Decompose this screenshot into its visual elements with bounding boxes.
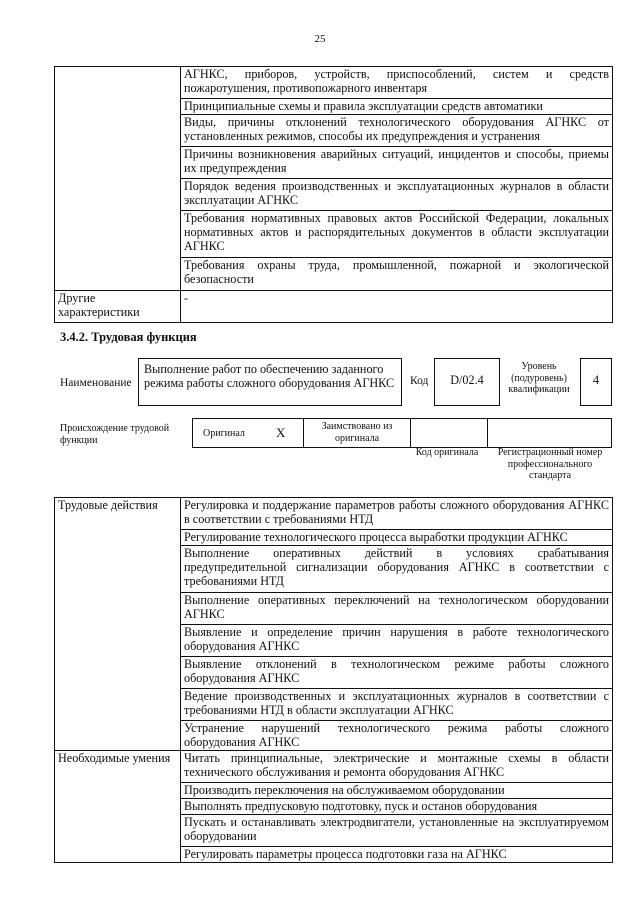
knowledge-item: Требования охраны труда, промышленной, пожарной и экологической безопасности (181, 258, 613, 291)
table-row (55, 291, 613, 323)
original-code-box (410, 418, 488, 448)
table-row (55, 67, 613, 99)
labor-action: Ведение производственных и эксплуатационных журналов в соответствии с требованиями НТД в области эксплуатации АГНКС (181, 689, 613, 721)
page-number: 25 (314, 33, 326, 45)
labor-action: Регулирование технологического процесса выработки продукции АГНКС (181, 530, 613, 546)
level-label: Уровень (подуровень) квалификации (508, 361, 570, 395)
required-skill: Читать принципиальные, электрические и монтажные схемы в области технического обслуживания и ремонта оборудования АГНКС (181, 751, 613, 783)
required-skill: Производить переключения на обслуживаемом оборудовании (181, 783, 613, 799)
labor-action: Выполнение оперативных действий в условиях срабатывания предупредительной сигнализации оборудования АГНКС в соответствии с требованиями НТД (181, 546, 613, 593)
registration-number-box (487, 418, 612, 448)
labor-action: Выявление отклонений в технологическом режиме работы сложного оборудования АГНКС (181, 657, 613, 689)
required-skill: Пускать и останавливать электродвигатели, установленные на эксплуатируемом оборудовании (181, 815, 613, 847)
required-skills-label: Необходимые умения (55, 751, 181, 863)
knowledge-item: АГНКС, приборов, устройств, приспособлений, систем и средств пожаротушения, противопожарного инвентаря (181, 67, 613, 99)
knowledge-item: Виды, причины отклонений технологического оборудования АГНКС от установленных режимов, способы их предупреждения и устранения (181, 115, 613, 147)
level-value: 4 (592, 373, 600, 387)
row-label-cell (55, 67, 181, 291)
origin-label: Происхождение трудовой функции (60, 423, 170, 446)
registration-number-caption: Регистрационный номер профессионального стандарта (497, 447, 603, 481)
labor-action: Устранение нарушений технологического режима работы сложного оборудования АГНКС (181, 721, 613, 751)
other-characteristics-label: Другие характеристики (55, 291, 181, 323)
function-name: Выполнение работ по обеспечению заданного режима работы сложного оборудования АГНКС (144, 362, 395, 391)
level-box (580, 358, 612, 406)
function-code: D/02.4 (450, 373, 484, 387)
original-code-caption: Код оригинала (415, 447, 479, 458)
labor-action: Регулировка и поддержание параметров работы сложного оборудования АГНКС в соответствии с требованиями НТД (181, 498, 613, 530)
knowledge-item: Причины возникновения аварийных ситуаций, инцидентов и способы, приемы их предупреждения (181, 147, 613, 179)
code-box (434, 358, 500, 406)
table-row (55, 751, 613, 783)
labor-action: Выполнение оперативных переключений на технологическом оборудовании АГНКС (181, 593, 613, 625)
code-label: Код (410, 375, 429, 387)
table-row (55, 498, 613, 530)
required-skill: Регулировать параметры процесса подготовки газа на АГНКС (181, 847, 613, 863)
original-mark: X (276, 425, 286, 440)
knowledge-item: Требования нормативных правовых актов Российской Федерации, локальных нормативных актов и распорядительных документов в области эксплуатации АГНКС (181, 211, 613, 258)
labor-actions-label: Трудовые действия (55, 498, 181, 751)
borrowed-box (303, 418, 411, 448)
section-title: 3.4.2. Трудовая функция (60, 330, 197, 344)
labor-function-table (54, 497, 613, 863)
original-label: Оригинал (203, 428, 245, 439)
knowledge-table (54, 66, 613, 323)
labor-action: Выявление и определение причин нарушения в работе технологического оборудования АГНКС (181, 625, 613, 657)
other-characteristics-value: - (181, 291, 613, 323)
name-label: Наименование (60, 377, 132, 389)
knowledge-item: Порядок ведения производственных и эксплуатационных журналов в области эксплуатации АГНКС (181, 179, 613, 211)
name-box (138, 358, 402, 406)
required-skill: Выполнять предпусковую подготовку, пуск и останов оборудования (181, 799, 613, 815)
knowledge-item: Принципиальные схемы и правила эксплуатации средств автоматики (181, 99, 613, 115)
borrowed-label: Заимствовано из оригинала (321, 421, 393, 444)
original-box (192, 418, 304, 448)
